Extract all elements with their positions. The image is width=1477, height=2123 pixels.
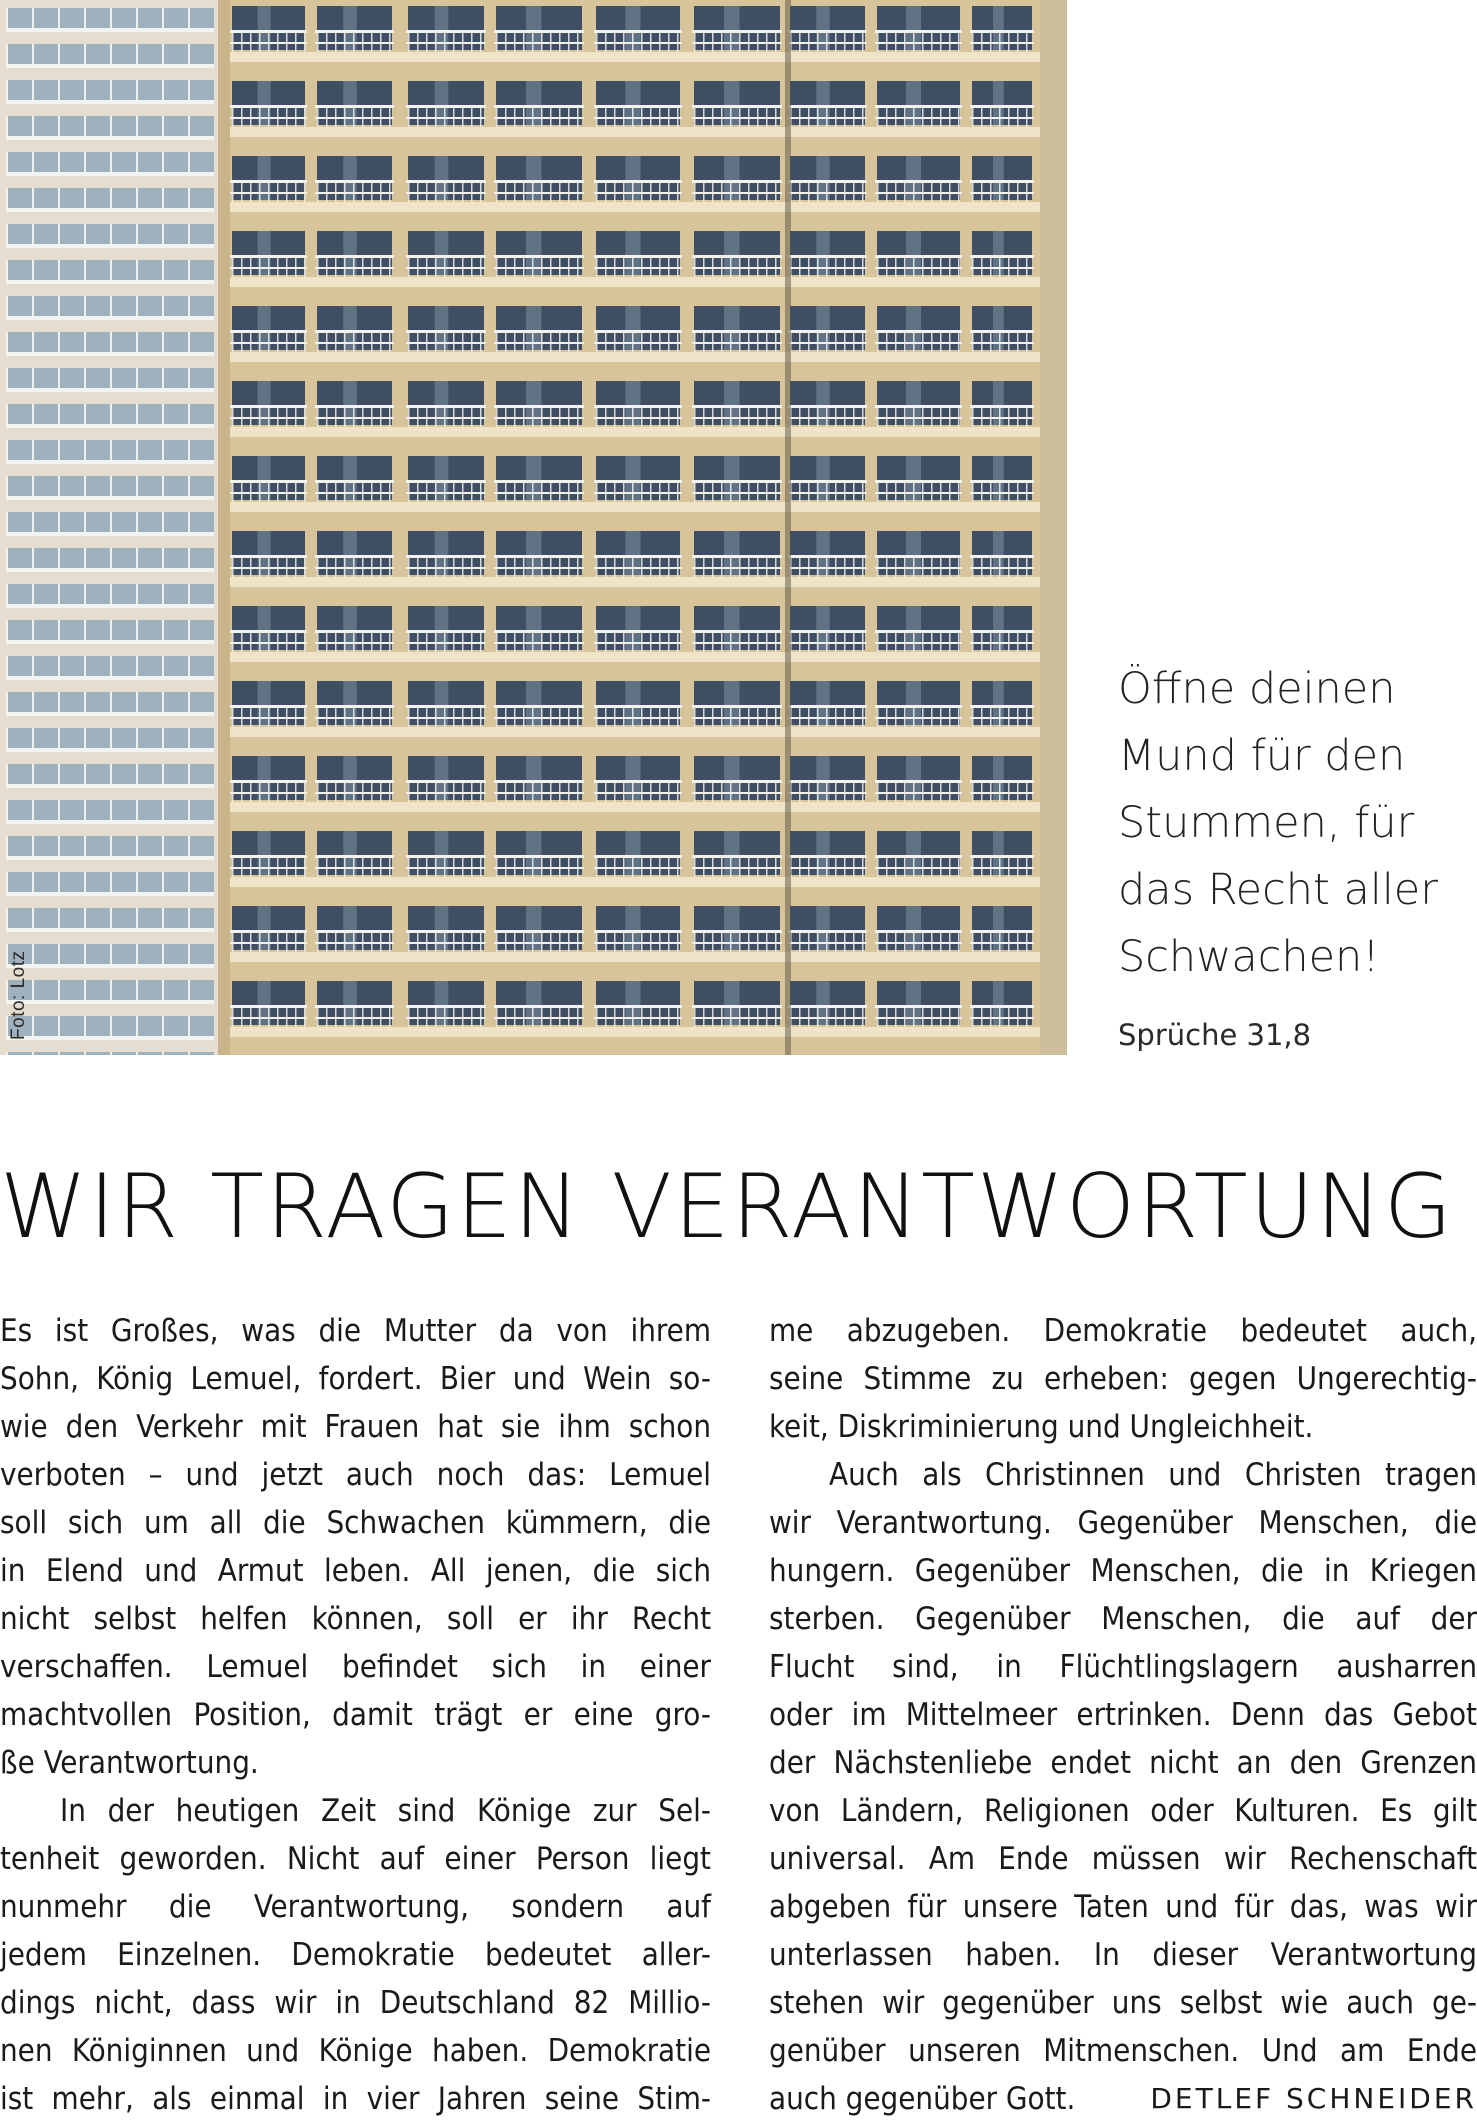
quote-line: Schwachen!: [1118, 932, 1380, 982]
article-column-right: [769, 1307, 1477, 2123]
text-line: verschaffen. Lemuel befindet sich in einer: [0, 1649, 711, 1685]
building-facade-icon: [0, 0, 1067, 1055]
text-line: seine Stimme zu erheben: gegen Ungerechtig-: [769, 1361, 1477, 1397]
article-column-left: [0, 1307, 711, 2123]
text-line: dings nicht, dass wir in Deutschland 82 Millio-: [0, 1985, 711, 2021]
text-line: sterben. Gegenüber Menschen, die auf der: [769, 1601, 1477, 1637]
text-line: ße Verantwortung.: [0, 1745, 259, 1781]
text-line: nunmehr die Verantwortung, sondern auf: [0, 1889, 711, 1925]
text-line: tenheit geworden. Nicht auf einer Person liegt: [0, 1841, 711, 1877]
text-line: In der heutigen Zeit sind Könige zur Sel-: [60, 1793, 711, 1829]
quote-line: das Recht aller: [1118, 865, 1438, 915]
text-line: wir Verantwortung. Gegenüber Menschen, die: [769, 1505, 1477, 1541]
text-line: hungern. Gegenüber Menschen, die in Kriegen: [769, 1553, 1477, 1589]
text-line: unterlassen haben. In dieser Verantwortung: [769, 1937, 1477, 1973]
text-line: Sohn, König Lemuel, fordert. Bier und Wein so-: [0, 1361, 711, 1397]
quote-line: Öffne deinen: [1118, 664, 1396, 714]
text-line: nen Königinnen und Könige haben. Demokratie: [0, 2033, 711, 2069]
text-line: der Nächstenliebe endet nicht an den Grenzen: [769, 1745, 1477, 1781]
text-line: genüber unseren Mitmenschen. Und am Ende: [769, 2033, 1477, 2069]
text-line: nicht selbst helfen können, soll er ihr Recht: [0, 1601, 711, 1637]
text-line: Flucht sind, in Flüchtlingslagern ausharren: [769, 1649, 1477, 1685]
text-line: wie den Verkehr mit Frauen hat sie ihm schon: [0, 1409, 711, 1445]
quote-line: Mund für den: [1118, 731, 1406, 781]
text-line: stehen wir gegenüber uns selbst wie auch ge-: [769, 1985, 1477, 2021]
text-line: in Elend und Armut leben. All jenen, die sich: [0, 1553, 711, 1589]
text-line: universal. Am Ende müssen wir Rechenschaft: [769, 1841, 1477, 1877]
text-line: jedem Einzelnen. Demokratie bedeutet aller-: [0, 1937, 711, 1973]
text-line: von Ländern, Religionen oder Kulturen. Es gilt: [769, 1793, 1477, 1829]
text-line: soll sich um all die Schwachen kümmern, die: [0, 1505, 711, 1541]
text-line: oder im Mittelmeer ertrinken. Denn das Gebot: [769, 1697, 1477, 1733]
quote-reference: Sprüche 31,8: [1118, 1018, 1312, 1052]
author-name: DETLEF SCHNEIDER: [1150, 2082, 1477, 2115]
text-line-final: [769, 2075, 1477, 2123]
text-line: ist mehr, als einmal in vier Jahren seine Stim-: [0, 2081, 711, 2117]
text-line: machtvollen Position, damit trägt er eine gro-: [0, 1697, 711, 1733]
text-line: Es ist Großes, was die Mutter da von ihrem: [0, 1313, 711, 1349]
photo-credit: Foto: Lotz: [8, 950, 29, 1040]
article-headline: WIR TRAGEN VERANTWORTUNG: [0, 1155, 1455, 1258]
quote-line: Stummen, für: [1118, 798, 1415, 848]
text-line: Auch als Christinnen und Christen tragen: [829, 1457, 1477, 1493]
text-line: abgeben für unsere Taten und für das, was wir: [769, 1889, 1477, 1925]
text-line-content: auch gegenüber Gott.: [769, 2081, 1076, 2117]
building-photo: [0, 0, 1067, 1055]
bible-quote: [1118, 656, 1458, 991]
text-line: keit, Diskriminierung und Ungleichheit.: [769, 1409, 1314, 1445]
text-line: verboten – und jetzt auch noch das: Lemuel: [0, 1457, 711, 1493]
text-line: me abzugeben. Demokratie bedeutet auch,: [769, 1313, 1477, 1349]
